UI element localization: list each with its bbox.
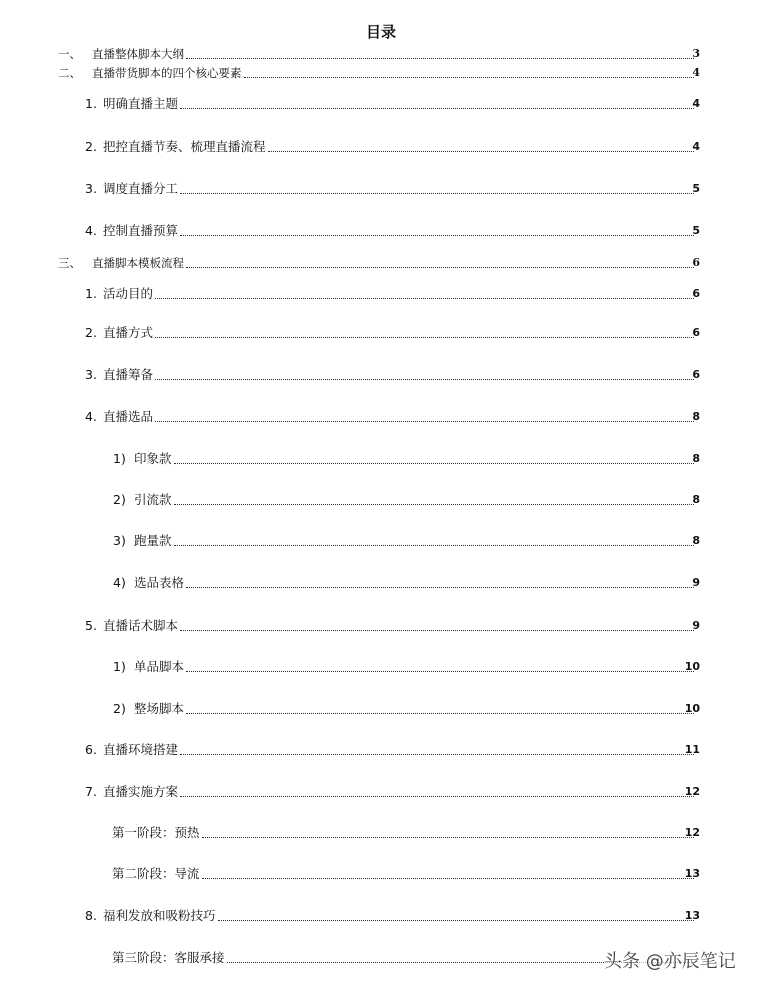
entry-label: 直播选品 [103, 409, 154, 424]
toc-entry[interactable] [0, 783, 762, 801]
entry-label: 直播实施方案 [103, 784, 179, 799]
entry-label: 第一阶段：预热 [112, 825, 200, 840]
entry-number: 3) [113, 533, 126, 548]
entry-label: 直播带货脚本的四个核心要素 [92, 66, 242, 80]
dot-leader [186, 713, 694, 714]
entry-number: 二、 [58, 66, 81, 80]
toc-entry[interactable] [0, 617, 762, 635]
toc-entry[interactable] [0, 865, 762, 883]
entry-text [103, 741, 694, 759]
entry-page-number: 8 [692, 493, 700, 506]
dot-leader [155, 421, 694, 422]
entry-number: 4) [113, 575, 126, 590]
entry-number: 2) [113, 701, 126, 716]
entry-label: 跑量款 [134, 533, 172, 548]
dot-leader [186, 58, 694, 59]
entry-label: 直播方式 [103, 325, 154, 340]
entry-page-number: 9 [692, 576, 700, 589]
entry-label: 引流款 [134, 492, 172, 507]
toc-entry[interactable] [0, 658, 762, 676]
entry-page-number: 8 [692, 410, 700, 423]
entry-text [92, 45, 694, 63]
entry-label: 单品脚本 [134, 659, 185, 674]
toc-entry[interactable] [0, 366, 762, 384]
entry-number: 一、 [58, 47, 81, 61]
entry-text [103, 180, 694, 198]
entry-number: 1. [85, 96, 97, 111]
entry-number: 3. [85, 181, 97, 196]
entry-number: 2) [113, 492, 126, 507]
dot-leader [180, 108, 694, 109]
entry-text [92, 254, 694, 272]
entry-label: 明确直播主题 [103, 96, 179, 111]
dot-leader [186, 671, 694, 672]
toc-entry[interactable] [0, 574, 762, 592]
toc-entry[interactable] [0, 285, 762, 303]
dot-leader [202, 878, 694, 879]
entry-label: 把控直播节奏、梳理直播流程 [103, 139, 266, 154]
dot-leader [155, 298, 694, 299]
dot-leader [180, 630, 694, 631]
toc-entry[interactable] [0, 907, 762, 925]
entry-label: 直播脚本模板流程 [92, 256, 184, 270]
entry-page-number: 4 [692, 66, 700, 79]
entry-number: 1) [113, 659, 126, 674]
entry-number: 7. [85, 784, 97, 799]
entry-number: 1) [113, 451, 126, 466]
entry-page-number: 10 [684, 702, 700, 715]
entry-label: 印象款 [134, 451, 172, 466]
entry-label: 第二阶段：导流 [112, 866, 200, 881]
dot-leader [155, 379, 694, 380]
entry-text [103, 907, 694, 925]
toc-entry[interactable] [0, 741, 762, 759]
entry-label: 直播筹备 [103, 367, 154, 382]
entry-text [103, 617, 694, 635]
entry-text [103, 222, 694, 240]
entry-number: 5. [85, 618, 97, 633]
dot-leader [180, 754, 694, 755]
entry-text [134, 532, 694, 550]
dot-leader [180, 796, 694, 797]
dot-leader [174, 545, 694, 546]
entry-page-number: 13 [684, 867, 700, 880]
entry-page-number: 5 [692, 224, 700, 237]
entry-text [103, 138, 694, 156]
entry-number: 2. [85, 325, 97, 340]
entry-text [112, 865, 694, 883]
toc-entry[interactable] [0, 824, 762, 842]
entry-text [134, 450, 694, 468]
dot-leader [186, 587, 694, 588]
entry-text [103, 366, 694, 384]
toc-entry[interactable] [0, 95, 762, 113]
entry-text [103, 783, 694, 801]
dot-leader [155, 337, 694, 338]
entry-number: 4. [85, 223, 97, 238]
toc-entry[interactable] [0, 254, 762, 272]
toc-entry[interactable] [0, 138, 762, 156]
toc-entry[interactable] [0, 324, 762, 342]
entry-number: 三、 [58, 256, 81, 270]
entry-label: 整场脚本 [134, 701, 185, 716]
entry-page-number: 8 [692, 452, 700, 465]
entry-page-number: 5 [692, 182, 700, 195]
toc-entry[interactable] [0, 491, 762, 509]
dot-leader [268, 151, 694, 152]
toc-entry[interactable] [0, 408, 762, 426]
entry-text [134, 658, 694, 676]
entry-page-number: 12 [684, 785, 700, 798]
entry-text [103, 285, 694, 303]
dot-leader [180, 193, 694, 194]
entry-text [103, 95, 694, 113]
entry-label: 福利发放和吸粉技巧 [103, 908, 216, 923]
entry-page-number: 6 [692, 368, 700, 381]
entry-page-number: 11 [684, 743, 700, 756]
entry-number: 8. [85, 908, 97, 923]
entry-page-number: 6 [692, 326, 700, 339]
entry-label: 直播整体脚本大纲 [92, 47, 184, 61]
entry-label: 活动目的 [103, 286, 154, 301]
toc-entry[interactable] [0, 45, 762, 63]
toc-entry[interactable] [0, 222, 762, 240]
toc-entry[interactable] [0, 64, 762, 82]
entry-label: 控制直播预算 [103, 223, 179, 238]
entry-number: 2. [85, 139, 97, 154]
toc-title: 目录 [365, 23, 396, 41]
entry-text [103, 408, 694, 426]
entry-number: 1. [85, 286, 97, 301]
dot-leader [202, 837, 694, 838]
toc-entry[interactable] [0, 180, 762, 198]
entry-page-number: 6 [692, 287, 700, 300]
entry-number: 4. [85, 409, 97, 424]
entry-page-number: 3 [692, 47, 700, 60]
dot-leader [218, 920, 694, 921]
entry-text [92, 64, 694, 82]
toc-entry[interactable] [0, 700, 762, 718]
entry-page-number: 9 [692, 619, 700, 632]
entry-page-number: 4 [692, 140, 700, 153]
entry-text [134, 574, 694, 592]
entry-label: 选品表格 [134, 575, 185, 590]
entry-page-number: 13 [684, 909, 700, 922]
dot-leader [186, 267, 694, 268]
entry-page-number: 4 [692, 97, 700, 110]
entry-text [134, 491, 694, 509]
entry-number: 6. [85, 742, 97, 757]
entry-page-number: 10 [684, 660, 700, 673]
watermark: 头条 @亦辰笔记 [604, 947, 736, 973]
dot-leader [180, 235, 694, 236]
toc-entry[interactable] [0, 450, 762, 468]
entry-label: 第三阶段：客服承接 [112, 950, 225, 965]
entry-label: 直播话术脚本 [103, 618, 179, 633]
toc-entry[interactable] [0, 532, 762, 550]
entry-page-number: 12 [684, 826, 700, 839]
dot-leader [244, 77, 695, 78]
entry-label: 调度直播分工 [103, 181, 179, 196]
entry-page-number: 8 [692, 534, 700, 547]
dot-leader [174, 504, 694, 505]
entry-text [112, 824, 694, 842]
entry-number: 3. [85, 367, 97, 382]
entry-text [134, 700, 694, 718]
dot-leader [174, 463, 694, 464]
entry-page-number: 6 [692, 256, 700, 269]
entry-label: 直播环境搭建 [103, 742, 179, 757]
entry-text [103, 324, 694, 342]
